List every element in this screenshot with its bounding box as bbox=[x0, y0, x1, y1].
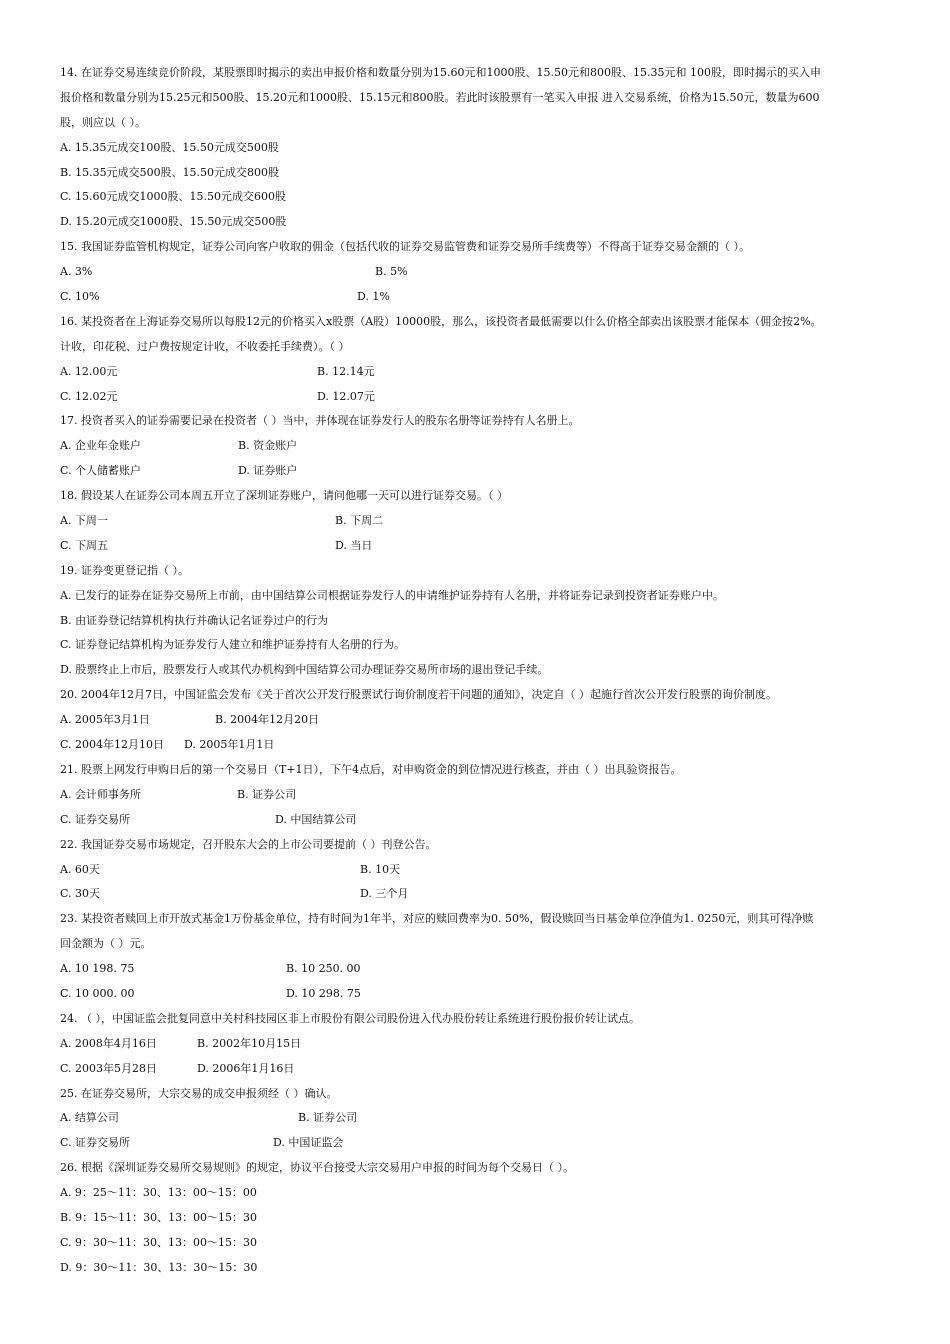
option-row bbox=[60, 285, 890, 310]
answer-option: A. 2008年4月16日 bbox=[60, 1036, 157, 1050]
question-block bbox=[60, 1007, 890, 1082]
question-stem-continued: 回金额为（ ）元。 bbox=[60, 937, 152, 951]
option-row bbox=[60, 658, 890, 683]
question-block bbox=[60, 61, 890, 235]
answer-option: B. 5% bbox=[375, 265, 408, 279]
answer-option: C. 9：30～11：30、13：00～15：30 bbox=[60, 1235, 257, 1249]
answer-option: A. 结算公司 bbox=[60, 1111, 119, 1125]
answer-option: C. 10 000. 00 bbox=[60, 986, 135, 1000]
option-row bbox=[60, 982, 890, 1007]
option-row bbox=[60, 534, 890, 559]
answer-option: B. 资金账户 bbox=[238, 439, 298, 453]
option-row bbox=[60, 360, 890, 385]
option-row bbox=[60, 808, 890, 833]
answer-option: C. 12.02元 bbox=[60, 389, 118, 403]
question-stem-continued: 股，则应以（ ）。 bbox=[60, 115, 146, 129]
answer-option: A. 10 198. 75 bbox=[60, 962, 135, 976]
question-block bbox=[60, 1156, 890, 1280]
question-stem: 24. （ ），中国证监会批复同意中关村科技园区非上市股份有限公司股份进入代办股份转让系统进行股份报价转让试点。 bbox=[60, 1011, 640, 1025]
answer-option: A. 15.35元成交100股、15.50元成交500股 bbox=[60, 140, 279, 154]
answer-option: B. 2004年12月20日 bbox=[215, 713, 320, 727]
answer-option: D. 1% bbox=[357, 290, 390, 304]
option-row bbox=[60, 858, 890, 883]
answer-option: C. 证券交易所 bbox=[60, 1136, 131, 1150]
question-stem-continued: 计收，印花税、过户费按规定计收，不收委托手续费）。（ ） bbox=[60, 339, 350, 353]
option-row bbox=[60, 210, 890, 235]
question-stem: 26. 根据《深圳证券交易所交易规则》的规定，协议平台接受大宗交易用户申报的时间为每个交易日（ ）。 bbox=[60, 1161, 574, 1175]
option-row bbox=[60, 1231, 890, 1256]
answer-option: A. 已发行的证券在证券交易所上市前，由中国结算公司根据证券发行人的申请维护证券持有人名册，并将证券记录到投资者证券账户中。 bbox=[60, 588, 724, 602]
option-row bbox=[60, 1131, 890, 1156]
answer-option: C. 2004年12月10日 bbox=[60, 738, 165, 752]
answer-option: B. 9：15～11：30、13：00～15：30 bbox=[60, 1210, 258, 1224]
option-row bbox=[60, 1206, 890, 1231]
answer-option: D. 中国结算公司 bbox=[275, 812, 357, 826]
option-row bbox=[60, 1106, 890, 1131]
answer-option: C. 10% bbox=[60, 290, 100, 304]
option-row bbox=[60, 260, 890, 285]
answer-option: D. 2005年1月1日 bbox=[184, 738, 275, 752]
question-stem: 19. 证券变更登记指（ ）。 bbox=[60, 563, 189, 577]
question-stem: 15. 我国证券监管机构规定，证券公司向客户收取的佣金（包括代收的证券交易监管费和证券交易所手续费等）不得高于证券交易金额的（ ）。 bbox=[60, 240, 750, 254]
answer-option: A. 60天 bbox=[60, 862, 100, 876]
answer-option: B. 2002年10月15日 bbox=[197, 1036, 302, 1050]
answer-option: A. 12.00元 bbox=[60, 364, 118, 378]
answer-option: B. 证券公司 bbox=[237, 787, 297, 801]
option-row bbox=[60, 459, 890, 484]
answer-option: B. 15.35元成交500股、15.50元成交800股 bbox=[60, 165, 280, 179]
answer-option: D. 2006年1月16日 bbox=[197, 1061, 295, 1075]
option-row bbox=[60, 385, 890, 410]
question-block bbox=[60, 409, 890, 484]
question-stem: 25. 在证券交易所，大宗交易的成交申报须经（ ）确认。 bbox=[60, 1086, 338, 1100]
answer-option: C. 15.60元成交1000股、15.50元成交600股 bbox=[60, 190, 286, 204]
answer-option: B. 证券公司 bbox=[298, 1111, 358, 1125]
option-row bbox=[60, 161, 890, 186]
answer-option: B. 10天 bbox=[360, 862, 401, 876]
answer-option: A. 企业年金账户 bbox=[60, 439, 141, 453]
question-stem: 23. 某投资者赎回上市开放式基金1万份基金单位，持有时间为1年半，对应的赎回费率为0. 50%，假设赎回当日基金单位净值为1. 0250元，则其可得净赎 bbox=[60, 912, 814, 926]
question-block bbox=[60, 559, 890, 683]
option-row bbox=[60, 584, 890, 609]
option-row bbox=[60, 1032, 890, 1057]
question-block bbox=[60, 235, 890, 310]
question-stem: 16. 某投资者在上海证券交易所以每股12元的价格买入x股票（A股）10000股，那么，该投资者最低需要以什么价格全部卖出该股票才能保本（佣金按2%。 bbox=[60, 314, 822, 328]
option-row bbox=[60, 185, 890, 210]
answer-option: C. 证券登记结算机构为证券发行人建立和维护证券持有人名册的行为。 bbox=[60, 638, 406, 652]
answer-option: D. 三个月 bbox=[360, 887, 409, 901]
option-row bbox=[60, 783, 890, 808]
question-block bbox=[60, 310, 890, 410]
option-row bbox=[60, 1256, 890, 1281]
answer-option: D. 股票终止上市后，股票发行人或其代办机构到中国结算公司办理证券交易所市场的退出登记手续。 bbox=[60, 663, 549, 677]
answer-option: C. 30天 bbox=[60, 887, 101, 901]
question-block bbox=[60, 907, 890, 1007]
answer-option: B. 由证券登记结算机构执行并确认记名证券过户的行为 bbox=[60, 613, 329, 627]
answer-option: A. 9：25～11：30、13：00～15：00 bbox=[60, 1186, 257, 1200]
question-block bbox=[60, 484, 890, 559]
answer-option: D. 12.07元 bbox=[317, 389, 375, 403]
question-stem: 22. 我国证券交易市场规定，召开股东大会的上市公司要提前（ ）刊登公告。 bbox=[60, 837, 437, 851]
question-block bbox=[60, 1082, 890, 1157]
question-block bbox=[60, 683, 890, 758]
answer-option: D. 9：30～11：30、13：30～15：30 bbox=[60, 1260, 258, 1274]
option-row bbox=[60, 957, 890, 982]
option-row bbox=[60, 509, 890, 534]
question-stem: 21. 股票上网发行申购日后的第一个交易日（T+1日），下午4点后，对申购资金的到位情况进行核查，并由（ ）出具验资报告。 bbox=[60, 762, 682, 776]
answer-option: C. 2003年5月28日 bbox=[60, 1061, 158, 1075]
answer-option: D. 中国证监会 bbox=[273, 1136, 344, 1150]
answer-option: B. 下周二 bbox=[335, 514, 384, 528]
option-row bbox=[60, 434, 890, 459]
answer-option: D. 当日 bbox=[335, 538, 373, 552]
answer-option: A. 会计师事务所 bbox=[60, 787, 141, 801]
answer-option: C. 证券交易所 bbox=[60, 812, 131, 826]
answer-option: A. 2005年3月1日 bbox=[60, 713, 150, 727]
option-row bbox=[60, 136, 890, 161]
option-row bbox=[60, 633, 890, 658]
answer-option: A. 下周一 bbox=[60, 514, 108, 528]
question-block bbox=[60, 833, 890, 908]
option-row bbox=[60, 882, 890, 907]
answer-option: B. 12.14元 bbox=[317, 364, 375, 378]
option-row bbox=[60, 733, 890, 758]
question-stem: 17. 投资者买入的证券需要记录在投资者（ ）当中，并体现在证券发行人的股东名册等证券持有人名册上。 bbox=[60, 414, 580, 428]
question-stem-continued: 报价格和数量分别为15.25元和500股、15.20元和1000股、15.15元和800股。若此时该股票有一笔买入申报 进入交易系统，价格为15.50元，数量为600 bbox=[60, 90, 820, 104]
answer-option: D. 10 298. 75 bbox=[286, 986, 361, 1000]
answer-option: C. 下周五 bbox=[60, 538, 109, 552]
question-block bbox=[60, 758, 890, 833]
option-row bbox=[60, 708, 890, 733]
answer-option: D. 15.20元成交1000股、15.50元成交500股 bbox=[60, 215, 287, 229]
answer-option: A. 3% bbox=[60, 265, 93, 279]
answer-option: D. 证券账户 bbox=[238, 464, 298, 478]
question-stem: 18. 假设某人在证券公司本周五开立了深圳证券账户，请问他哪一天可以进行证券交易。（ ） bbox=[60, 489, 508, 503]
answer-option: B. 10 250. 00 bbox=[286, 962, 361, 976]
option-row bbox=[60, 1181, 890, 1206]
question-stem: 20. 2004年12月7日，中国证监会发布《关于首次公开发行股票试行询价制度若干问题的通知》，决定自（ ）起施行首次公开发行股票的询价制度。 bbox=[60, 688, 777, 702]
question-stem: 14. 在证券交易连续竞价阶段，某股票即时揭示的卖出申报价格和数量分别为15.60元和1000股、15.50元和800股、15.35元和 100股，即时揭示的买入申 bbox=[60, 66, 821, 79]
document-body bbox=[60, 61, 890, 1281]
answer-option: C. 个人储蓄账户 bbox=[60, 464, 142, 478]
option-row bbox=[60, 1057, 890, 1082]
option-row bbox=[60, 609, 890, 634]
